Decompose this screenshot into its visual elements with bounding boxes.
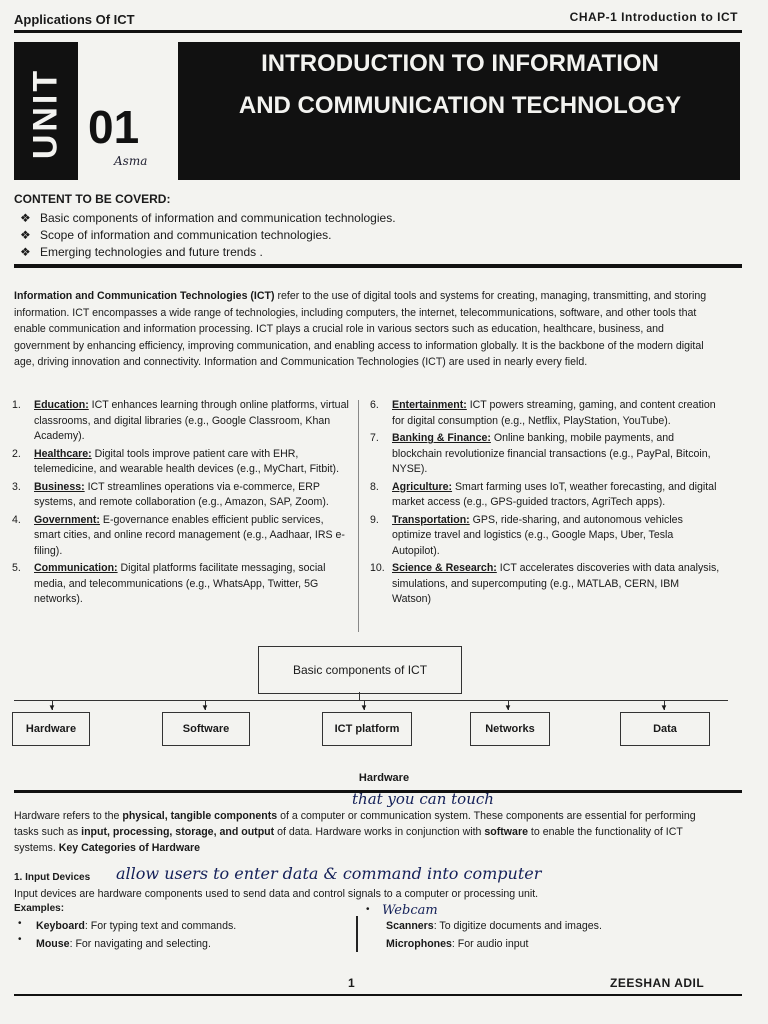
example-item: Microphones: For audio input: [386, 938, 529, 950]
arrow-down-icon: ▼: [660, 703, 668, 712]
diagram-branch-line: [14, 700, 728, 701]
coverage-item: ❖ Scope of information and communication technologies.: [20, 228, 332, 242]
handwritten-note: that you can touch: [352, 790, 494, 808]
example-item: Scanners: To digitize documents and images.: [386, 920, 602, 932]
bullet-icon: ❖: [20, 228, 31, 242]
list-item: 5. Communication: Digital platforms facilitate messaging, social media, and telecommunications (e.g., WhatsApp, Twitter, 5G networks).: [12, 562, 326, 605]
bullet-icon: •: [18, 918, 22, 929]
examples-divider: [356, 916, 358, 952]
applications-list-left: [12, 398, 350, 610]
unit-number: 01: [88, 101, 140, 153]
diagram-root-box: Basic components of ICT: [258, 646, 462, 694]
bullet-icon: ❖: [20, 245, 31, 259]
list-item: 2. Healthcare: Digital tools improve patient care with EHR, telemedicine, and wearable health devices (e.g., MyChart, Fitbit).: [12, 447, 340, 475]
list-item: 1. Education: ICT enhances learning through online platforms, virtual classrooms, and digital libraries (e.g., Google Classroom, Khan Academy).: [12, 399, 349, 442]
unit-title-line-1: INTRODUCTION TO INFORMATION: [261, 50, 659, 77]
list-item: 9. Transportation: GPS, ride-sharing, and autonomous vehicles optimize travel and logistics (e.g., Google Maps, Uber, Tesla Autopilot).: [370, 513, 683, 557]
arrow-down-icon: ▼: [201, 703, 209, 712]
page-number: 1: [348, 976, 355, 990]
input-devices-heading: 1. Input Devices: [14, 872, 91, 883]
diagram-box-hardware: Hardware: [12, 712, 90, 746]
handwritten-scribble: Asma: [114, 154, 148, 168]
coverage-heading: CONTENT TO BE COVERD:: [14, 192, 171, 206]
diagram-connector: [359, 692, 360, 700]
hardware-paragraph: Hardware refers to the physical, tangible components of a computer or communication system. These components are essential for performing tasks such as input, processing, storage, and output of data. Hardware works in conjunction with software to enable the functionality of ICT systems. Key Categories of Hardware: [14, 810, 696, 854]
list-item: 4. Government: E-governance enables efficient public services, smart cities, and online record management (e.g., Aadhaar, IRS e-filing).: [12, 513, 345, 557]
coverage-item: ❖ Emerging technologies and future trends .: [20, 245, 263, 259]
diagram-box-data: Data: [620, 712, 710, 746]
arrow-down-icon: ▼: [504, 703, 512, 712]
example-item: Keyboard: For typing text and commands.: [36, 920, 237, 932]
section-rule: [14, 264, 742, 268]
header-chapter: CHAP-1 Introduction to ICT: [569, 10, 738, 24]
coverage-list: [20, 210, 396, 261]
list-item: 3. Business: ICT streamlines operations via e-commerce, ERP systems, and remote collaboration (e.g., Amazon, SAP, Zoom).: [12, 480, 329, 508]
list-item: 8. Agriculture: Smart farming uses IoT, weather forecasting, and digital market access (e.g., GPS-guided tractors, AgriTech apps).: [370, 480, 717, 508]
input-devices-text: Input devices are hardware components used to send data and control signals to a computer or processing unit.: [14, 888, 539, 900]
footer-rule: [14, 994, 742, 996]
author-name: ZEESHAN ADIL: [610, 976, 705, 990]
handwritten-note: allow users to enter data & command into computer: [116, 864, 542, 883]
bullet-icon: ❖: [20, 211, 31, 225]
list-item: 6. Entertainment: ICT powers streaming, gaming, and content creation for digital consumption (e.g., Netflix, PlayStation, YouTube).: [370, 399, 716, 427]
handwritten-note: Webcam: [382, 903, 438, 918]
list-item: 10. Science & Research: ICT accelerates discoveries with data analysis, simulations, and supercomputing (e.g., MATLAB, CERN, IBM Watson): [370, 562, 720, 605]
applications-list-right: [370, 398, 720, 610]
unit-title-line-2: AND COMMUNICATION TECHNOLOGY: [238, 92, 682, 119]
list-item: 7. Banking & Finance: Online banking, mobile payments, and blockchain revolutionize financial transactions (e.g., PayPal, Bitcoin, NYSE).: [370, 432, 711, 475]
header-rule: [14, 30, 742, 33]
diagram-box-ict-platform: ICT platform: [322, 712, 412, 746]
arrow-down-icon: ▼: [48, 703, 56, 712]
example-item: Mouse: For navigating and selecting.: [36, 938, 211, 950]
intro-paragraph: Information and Communication Technologies (ICT) refer to the use of digital tools and systems for creating, managing, transmitting, and storing information. ICT encompasses a wide range of technologies, including computers, the internet, telecommunications, software, and other tools that enable communication and information processing. ICT plays a crucial role in various sectors such as education, healthcare, business, and government by enhancing efficiency, improving communication, and enabling access to information globally. It is the backbone of the modern digital age, driving innovation and connectivity. Information and Communication Technologies (ICT) are used in nearly every field.: [14, 290, 707, 369]
bullet-icon: •: [18, 934, 22, 945]
unit-label: UNIT: [26, 67, 65, 160]
diagram-box-software: Software: [162, 712, 250, 746]
bullet-icon: •: [366, 904, 370, 915]
coverage-item: ❖ Basic components of information and communication technologies.: [20, 211, 396, 225]
diagram-box-networks: Networks: [470, 712, 550, 746]
column-divider: [358, 400, 359, 632]
unit-label-column: [14, 42, 78, 180]
examples-heading: Examples:: [14, 903, 65, 914]
hardware-heading: Hardware: [358, 772, 410, 784]
header-subject: Applications Of ICT: [14, 12, 135, 27]
arrow-down-icon: ▼: [360, 703, 368, 712]
